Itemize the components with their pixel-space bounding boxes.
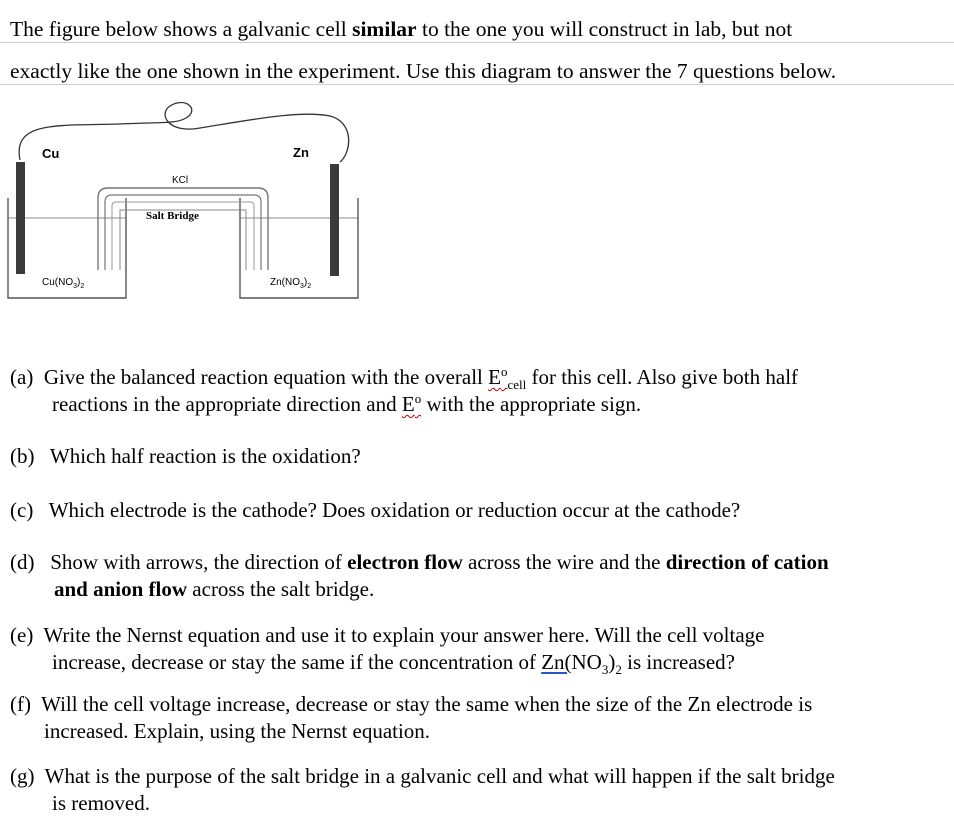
question-f: (f) Will the cell voltage increase, decrease or stay the same when the size of the Zn electrode is increased. Explain, using the Nernst equation. bbox=[10, 692, 813, 743]
question-a-label: (a) bbox=[10, 365, 34, 389]
kcl-label: KCl bbox=[172, 175, 189, 186]
intro-text-3: exactly like the one shown in the experiment. Use this diagram to answer the 7 questions below. bbox=[10, 59, 837, 83]
question-a-text-2: for this cell. Also give both half bbox=[526, 365, 799, 389]
question-a-text-4: with the appropriate sign. bbox=[421, 392, 642, 416]
salt-bridge-label: Salt Bridge bbox=[146, 210, 199, 222]
right-electrode-label: Zn bbox=[293, 145, 309, 160]
question-g-label: (g) bbox=[10, 764, 35, 788]
intro-bold-similar: similar bbox=[352, 17, 417, 41]
line-divider-1 bbox=[0, 42, 954, 43]
zn-no3-formula: Zn( bbox=[541, 650, 572, 674]
intro-paragraph bbox=[10, 8, 940, 92]
left-solution-label: $Cu(NO_3)_2$ bbox=[42, 277, 85, 290]
zinc-electrode bbox=[330, 164, 339, 276]
e-standard-symbol: $E^o$ bbox=[401, 391, 422, 416]
question-d: (d) Show with arrows, the direction of electron flow across the wire and the direction of cation and anion flow across the salt bridge. bbox=[10, 550, 829, 601]
intro-text-2: to the one you will construct in lab, but not bbox=[416, 17, 793, 41]
question-c bbox=[10, 497, 940, 524]
question-e-label: (e) bbox=[10, 623, 34, 647]
question-g: (g) What is the purpose of the salt bridge in a galvanic cell and what will happen if the salt bridge is removed. bbox=[10, 764, 835, 815]
intro-text-1: The figure below shows a galvanic cell bbox=[10, 17, 353, 41]
line-divider-2 bbox=[0, 84, 954, 85]
copper-electrode bbox=[16, 162, 25, 274]
right-solution-label: $Zn(NO_3)_2$ bbox=[270, 277, 312, 290]
question-a bbox=[10, 364, 940, 418]
question-c-text: Which electrode is the cathode? Does oxidation or reduction occur at the cathode? bbox=[48, 498, 741, 522]
question-e: (e) Write the Nernst equation and use it to explain your answer here. Will the cell voltage increase, decrease or stay the same if the concentration of $Zn(NO_3)_2$ is increased? bbox=[10, 623, 765, 678]
left-electrode-label: Cu bbox=[42, 146, 60, 161]
question-b bbox=[10, 443, 940, 470]
question-b-text: Which half reaction is the oxidation? bbox=[49, 444, 361, 468]
question-a-text-1: Give the balanced reaction equation with the overall bbox=[43, 365, 489, 389]
question-c-label: (c) bbox=[10, 498, 34, 522]
question-f-label: (f) bbox=[10, 692, 31, 716]
salt-bridge-tube bbox=[98, 188, 268, 270]
galvanic-cell-diagram bbox=[0, 100, 380, 320]
question-a-text-3: reactions in the appropriate direction and bbox=[52, 392, 402, 416]
e-cell-symbol: $E^o_{cell}$ bbox=[488, 364, 527, 393]
question-d-label: (d) bbox=[10, 550, 35, 574]
question-b-label: (b) bbox=[10, 444, 35, 468]
